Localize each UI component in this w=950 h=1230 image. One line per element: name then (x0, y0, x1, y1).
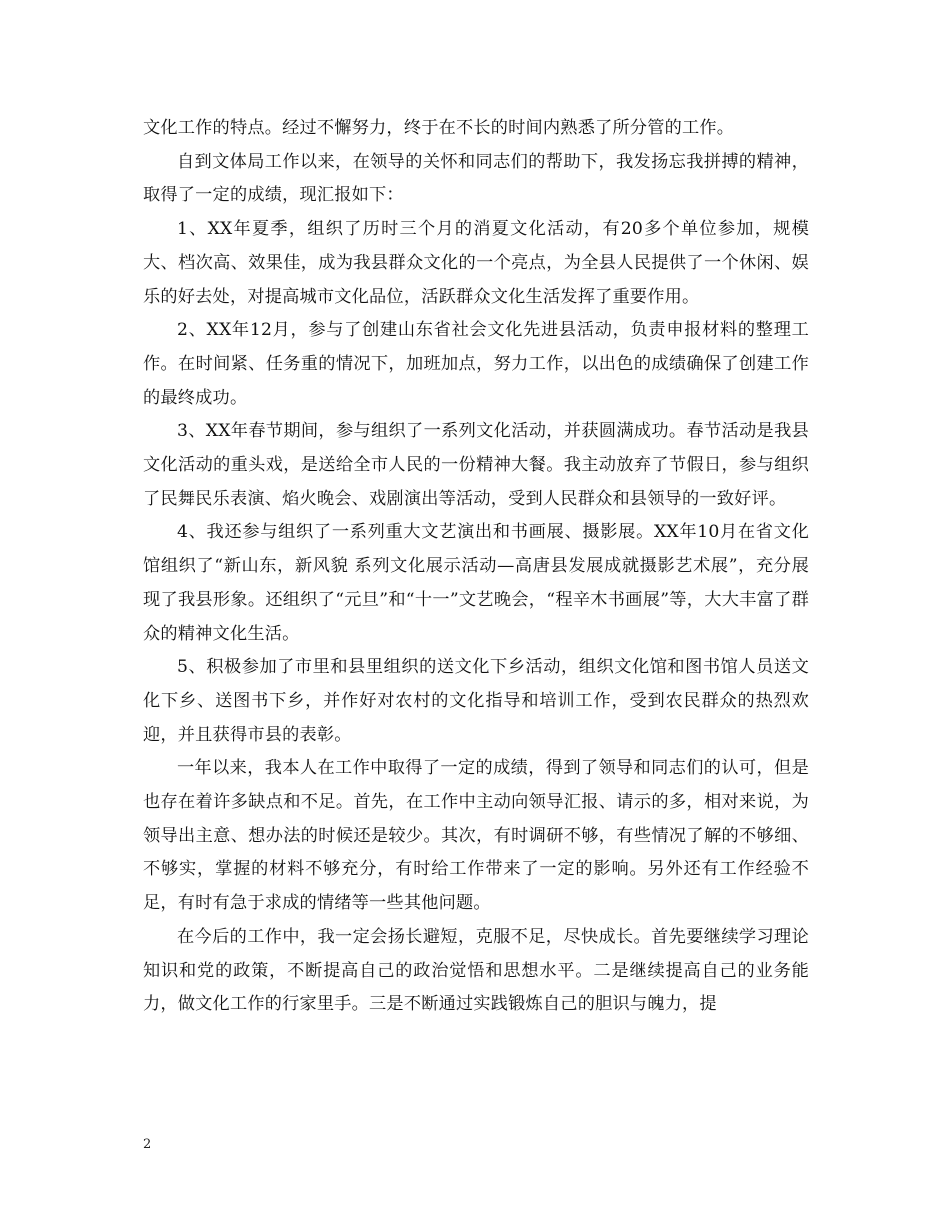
paragraph-item-3: 3、XX年春节期间，参与组织了一系列文化活动，并获圆满成功。春节活动是我县文化活动的重头戏，是送给全市人民的一份精神大餐。我主动放弃了节假日，参与组织了民舞民乐表演、焰火晚会、戏剧演出等活动，受到人民群众和县领导的一致好评。 (143, 421, 809, 509)
paragraph-intro: 自到文体局工作以来，在领导的关怀和同志们的帮助下，我发扬忘我拼搏的精神，取得了一定的成绩，现汇报如下： (143, 151, 809, 206)
paragraph-item-4: 4、我还参与组织了一系列重大文艺演出和书画展、摄影展。XX年10月在省文化馆组织了“新山东，新风貌 系列文化展示活动—高唐县发展成就摄影艺术展”，充分展现了我县形象。还组织了“元旦”和“十一”文艺晚会，“程辛木书画展”等，大大丰富了群众的精神文化生活。 (143, 522, 809, 644)
document-body (143, 112, 809, 1022)
paragraph-self-assessment: 一年以来，我本人在工作中取得了一定的成绩，得到了领导和同志们的认可，但是也存在着许多缺点和不足。首先，在工作中主动向领导汇报、请示的多，相对来说，为领导出主意、想办法的时候还是较少。其次，有时调研不够，有些情况了解的不够细、不够实，掌握的材料不够充分，有时给工作带来了一定的影响。另外还有工作经验不足，有时有急于求成的情绪等一些其他问题。 (143, 758, 809, 914)
paragraph-future-plans: 在今后的工作中，我一定会扬长避短，克服不足，尽快成长。首先要继续学习理论知识和党的政策，不断提高自己的政治觉悟和思想水平。二是继续提高自己的业务能力，做文化工作的行家里手。三是不断通过实践锻炼自己的胆识与魄力，提 (143, 926, 809, 1015)
paragraph-item-5: 5、积极参加了市里和县里组织的送文化下乡活动，组织文化馆和图书馆人员送文化下乡、送图书下乡，并作好对农村的文化指导和培训工作，受到农民群众的热烈欢迎，并且获得市县的表彰。 (143, 657, 809, 745)
paragraph-item-1: 1、XX年夏季，组织了历时三个月的消夏文化活动，有20多个单位参加，规模大、档次高、效果佳，成为我县群众文化的一个亮点，为全县人民提供了一个休闲、娱乐的好去处，对提高城市文化品位，活跃群众文化生活发挥了重要作用。 (143, 219, 809, 307)
page-number: 2 (143, 1137, 152, 1152)
paragraph-continuation: 文化工作的特点。经过不懈努力，终于在不长的时间内熟悉了所分管的工作。 (143, 118, 735, 138)
paragraph-item-2: 2、XX年12月，参与了创建山东省社会文化先进县活动，负责申报材料的整理工作。在时间紧、任务重的情况下，加班加点，努力工作，以出色的成绩确保了创建工作的最终成功。 (143, 320, 809, 408)
